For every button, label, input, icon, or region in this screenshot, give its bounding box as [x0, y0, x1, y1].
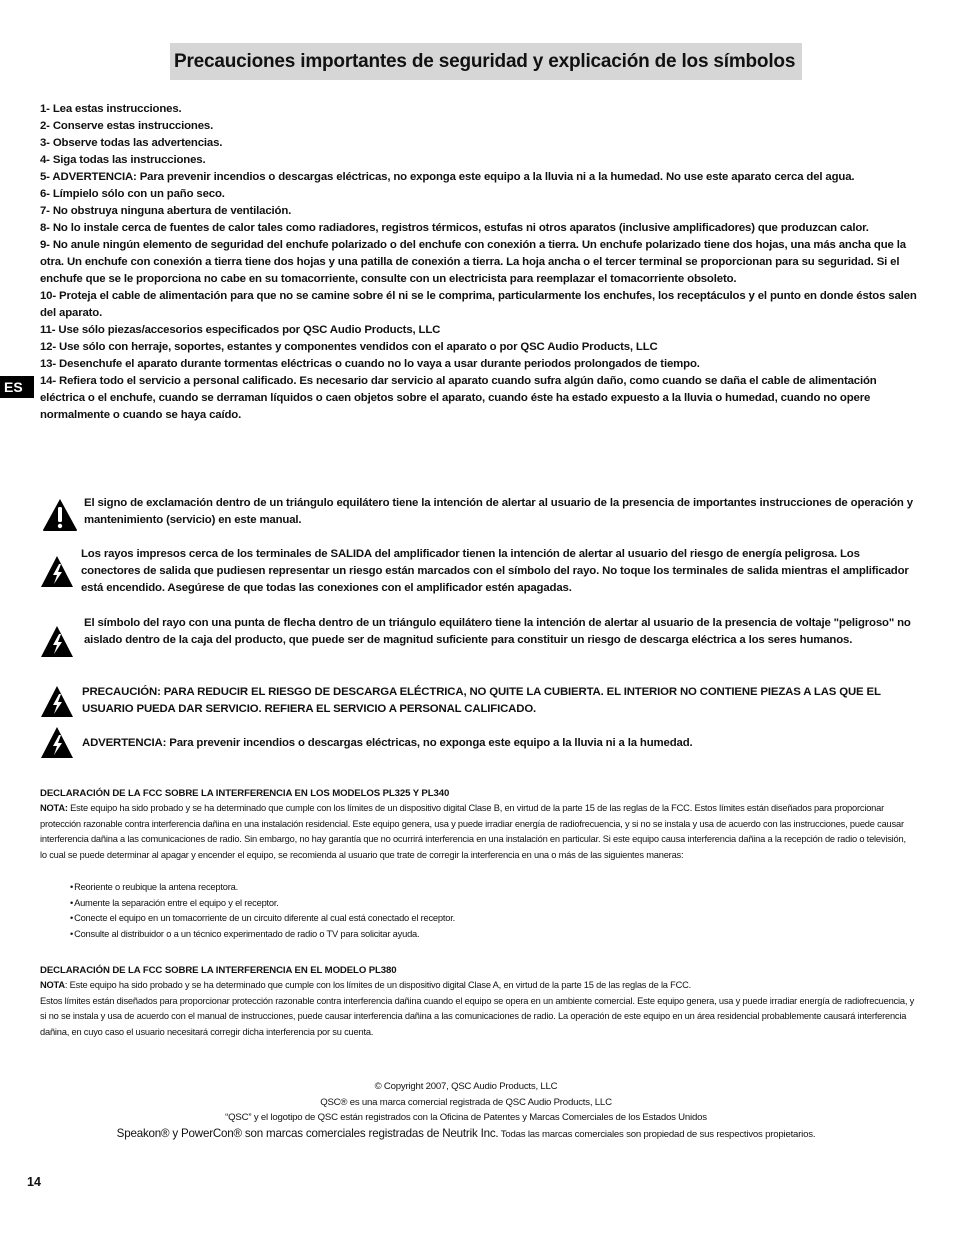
fcc-bullet-list [70, 880, 870, 942]
note-text: : Este equipo ha sido probado y se ha determinado que cumple con los límites de un dispositivo digital Clase A, en virtud de la parte 15 de las reglas de la FCC. [64, 980, 692, 990]
copyright-line: © Copyright 2007, QSC Audio Products, LLC [374, 1081, 558, 1092]
fcc-note-class-a [40, 978, 915, 1040]
trademark-line: “QSC” y el logotipo de QSC están registrados con la Oficina de Patentes y Marcas Comerciales de los Estados Unidos [225, 1112, 707, 1124]
list-item: 14- Refiera todo el servicio a personal calificado. Es necesario dar servicio al aparato cuando sufra algún daño, como cuando se daña el cable de alimentación eléctrica o el enchufe, cuando se derraman líquidos o caen objetos sobre el aparato, cuando éste ha estado expuesto a la lluvia o humedad, cuando no opere normalmente o cuando se haya caído. [40, 375, 877, 421]
list-item: 5- ADVERTENCIA: Para prevenir incendios o descargas eléctricas, no exponga este equipo a la lluvia ni a la humedad. No use este aparato cerca del agua. [40, 171, 855, 183]
symbol-description: Los rayos impresos cerca de los terminales de SALIDA del amplificador tienen la intención de alertar al usuario del riesgo de energía peligrosa. Los conectores de salida que pudiesen representar un riesgo están marcados con el símbolo del rayo. No toque los terminales de salida mientras el amplificador está encendido. Asegúrese de que todas las conexiones con el amplificador estén apagadas. [81, 548, 909, 594]
list-item: • Consulte al distribuidor o a un técnico experimentado de radio o TV para solicitar ayuda. [70, 927, 870, 943]
trademark-line: QSC® es una marca comercial registrada de QSC Audio Products, LLC [320, 1096, 612, 1108]
list-item: 7- No obstruya ninguna abertura de ventilación. [40, 205, 292, 217]
lightning-triangle-icon [40, 625, 74, 659]
trademark-line [100, 1126, 832, 1143]
trademark-rest: Todas las marcas comerciales son propiedad de sus respectivos propietarios. [498, 1129, 816, 1141]
lightning-triangle-icon [40, 726, 74, 760]
page-number: 14 [27, 1175, 41, 1189]
trademark-main: Speakon® y PowerCon® son marcas comerciales registradas de Neutrik Inc. [116, 1127, 499, 1141]
fcc-note-class-b [40, 801, 915, 863]
list-item: 13- Desenchufe el aparato durante tormentas eléctricas o cuando no lo vaya a usar durante periodos prolongados de tiempo. [40, 358, 700, 370]
list-item: 11- Use sólo piezas/accesorios especificados por QSC Audio Products, LLC [40, 324, 441, 336]
language-tab: ES [0, 376, 34, 398]
fcc-heading-pl325-pl340: DECLARACIÓN DE LA FCC SOBRE LA INTERFERENCIA EN LOS MODELOS PL325 Y PL340 [40, 788, 450, 799]
list-item: 12- Use sólo con herraje, soportes, estantes y componentes vendidos con el aparato o por QSC Audio Products, LLC [40, 341, 658, 353]
fcc-body-text: Estos límites están diseñados para proporcionar protección razonable contra interferencia dañina cuando el equipo se opera en un ambiente comercial. Este equipo genera, usa y puede irradiar energía de radiofrecuencia, y si no se instala y usa de acuerdo con el manual de instrucciones, puede causar interferencia dañina a las comunicaciones de radio. La operación de este equipo en un área residencial probablemente causará interferencia dañina, en cuyo caso el usuario necesitará corregir dicha interferencia por su cuenta. [40, 995, 915, 1037]
lightning-bolt-icon [40, 555, 74, 589]
lightning-triangle-icon [40, 685, 74, 719]
list-item: • Conecte el equipo en un tomacorriente de un circuito diferente al cual está conectado el receptor. [70, 911, 870, 927]
fcc-heading-pl380: DECLARACIÓN DE LA FCC SOBRE LA INTERFERENCIA EN EL MODELO PL380 [40, 965, 397, 976]
list-item: 6- Límpielo sólo con un paño seco. [40, 188, 225, 200]
list-item: 8- No lo instale cerca de fuentes de calor tales como radiadores, registros térmicos, estufas ni otros aparatos (inclusive amplificadores) que produzcan calor. [40, 222, 869, 234]
copyright-footer [100, 1079, 832, 1143]
list-item: 1- Lea estas instrucciones. [40, 103, 182, 115]
symbol-description: PRECAUCIÓN: PARA REDUCIR EL RIESGO DE DESCARGA ELÉCTRICA, NO QUITE LA CUBIERTA. EL INTERIOR NO CONTIENE PIEZAS A LAS QUE EL USUARIO PUEDA DAR SERVICIO. REFIERA EL SERVICIO A PERSONAL CALIFICADO. [82, 686, 881, 715]
list-item: 2- Conserve estas instrucciones. [40, 120, 214, 132]
list-item: 3- Observe todas las advertencias. [40, 137, 223, 149]
list-item: 4- Siga todas las instrucciones. [40, 154, 206, 166]
list-item: • Reoriente o reubique la antena receptora. [70, 880, 870, 896]
page-title: Precauciones importantes de seguridad y explicación de los símbolos [170, 43, 802, 80]
safety-instructions-list [40, 101, 920, 424]
note-label: NOTA [40, 980, 65, 990]
symbol-description: ADVERTENCIA: Para prevenir incendios o descargas eléctricas, no exponga este equipo a la lluvia ni a la humedad. [82, 737, 693, 749]
list-item: • Aumente la separación entre el equipo y el receptor. [70, 896, 870, 912]
symbol-description: El símbolo del rayo con una punta de flecha dentro de un triángulo equilátero tiene la intención de alertar al usuario de la presencia de voltaje "peligroso" no aislado dentro de la caja del producto, que puede ser de magnitud suficiente para constituir un riesgo de descarga eléctrica a los seres humanos. [84, 617, 911, 646]
note-text: Este equipo ha sido probado y se ha determinado que cumple con los límites de un dispositivo digital Clase B, en virtud de la parte 15 de las reglas de la FCC. Estos límites están diseñados para proporcionar protección razonable contra interferencia dañina en una instalación residencial. Este equipo genera, usa y puede irradiar energía de radiofrecuencia, y si no se instala y usa de acuerdo con las instrucciones, puede causar interferencia dañina a las comunicaciones de radio. Sin embargo, no hay garantía que no ocurrirá interferencia en una instalación en particular. Si este equipo causa interferencia dañina a la recepción de radio o televisión, lo cual se puede determinar al apagar y encender el equipo, se recomienda al usuario que trate de corregir la interferencia en una o más de las siguientes maneras: [40, 803, 906, 860]
exclamation-triangle-icon [42, 498, 78, 532]
symbol-description: El signo de exclamación dentro de un triángulo equilátero tiene la intención de alertar al usuario de la presencia de importantes instrucciones de operación y mantenimiento (servicio) en este manual. [84, 497, 913, 526]
list-item: 10- Proteja el cable de alimentación para que no se camine sobre él ni se le comprima, particularmente los enchufes, los receptáculos y el punto en donde éstos salen del aparato. [40, 290, 917, 319]
note-label: NOTA: [40, 803, 68, 813]
list-item: 9- No anule ningún elemento de seguridad del enchufe polarizado o del enchufe con conexión a tierra. Un enchufe polarizado tiene dos hojas, una más ancha que la otra. Un enchufe con conexión a tierra tiene dos hojas y una patilla de conexión a tierra. La hoja ancha o el tercer terminal se proporcionan para su seguridad. Si el enchufe que se le proporciona no cabe en su tomacorriente, consulte con un electricista para reemplazar el tomacorriente obsoleto. [40, 239, 906, 285]
